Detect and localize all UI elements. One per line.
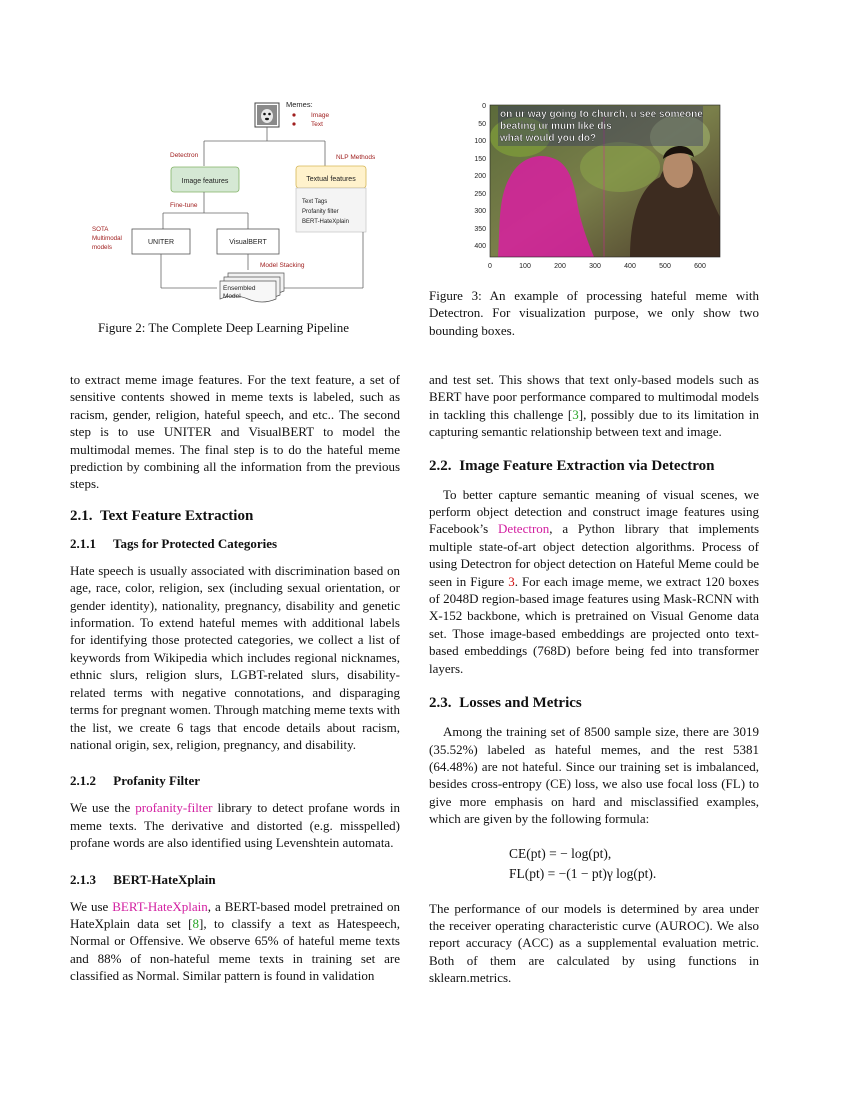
sota-label-3: models: [92, 244, 112, 251]
y-tick-100: 100: [474, 138, 486, 145]
pipeline-diagram: [80, 95, 400, 310]
ensembled-label-1: Ensembled: [223, 285, 256, 292]
equation-ce: CE(pt) = − log(pt),: [509, 845, 612, 861]
figure2-caption: Figure 2: The Complete Deep Learning Pipeline: [98, 320, 350, 335]
section-2-2-heading: 2.2. Image Feature Extraction via Detectron: [429, 457, 715, 474]
section-2-1-heading: 2.1. Text Feature Extraction: [70, 507, 254, 524]
detectron-figure: [470, 97, 730, 277]
x-axis: [488, 263, 706, 270]
detectron-label: Detectron: [170, 152, 199, 159]
y-tick-250: 250: [474, 191, 486, 198]
y-tick-200: 200: [474, 173, 486, 180]
meme-text-line1: on ur way going to church, u see someone: [500, 109, 703, 120]
y-tick-150: 150: [474, 156, 486, 163]
figure-3-ref[interactable]: 3: [508, 573, 515, 589]
right-paragraph-4: The performance of our models is determined by area under the receiver operating characteristic curve (AUROC). We also report accuracy (ACC) as a supplemental evaluation metric. Both of them are calculated by using functions in sklearn.metrics.: [429, 900, 759, 986]
meme-text-line3: what would you do?: [500, 133, 597, 144]
ensembled-label-2: Model: [223, 293, 241, 300]
memes-label: Memes:: [286, 100, 313, 109]
left-paragraph-2: Hate speech is usually associated with discrimination based on age, race, color, religion, sex (including sexual orientation, or gender identity), nationality, pregnancy, disability and genetic information. To extend hateful memes with additional labels for identifying those protected categories, we collect a list of keywords from Wikipedia which includes regional nicknames, ethnic slurs, religion slurs, LGBT-related slurs, disability-related terms with negative connotations, and disparaging terms for pregnant women. Through matching meme texts with the list, we create 6 tags that encode details about racism, national origin, sex, religion, pregnancy, and disability.: [70, 562, 400, 752]
left-paragraph-1: to extract meme image features. For the text feature, a set of sensitive contents showed in meme texts is labeled, such as racism, gender, religion, hateful speech, and etc.. The second step is to use UNITER and VisualBERT to model the multimodal memes. The final step is to do the hateful meme prediction by combining all the information from the previous steps.: [70, 372, 400, 492]
sota-label-1: SOTA: [92, 226, 109, 233]
section-2-1-3-heading: 2.1.3 BERT-HateXplain: [70, 871, 216, 887]
x-tick-400: 400: [624, 263, 636, 270]
x-tick-200: 200: [554, 263, 566, 270]
y-tick-0: 0: [482, 103, 486, 110]
right-paragraph-2: To better capture semantic meaning of visual scenes, we perform object detection and construct image features using Facebook’s Detectron, a Python library that implements multiple state-of-art object detection algorithms. Process of using Detectron for object detection on Hateful Meme could be seen in Figure 3. For each image meme, we extract 120 boxes of 2048D region-based image features using Mask-RCNN with X-152 backbone, which is pretrained on Visual Genome data set. Those image-based embeddings are projected onto text-based embeddings (768D) before being fed into transformer layers.: [429, 486, 760, 676]
nlp-methods-label: NLP Methods: [336, 154, 376, 161]
equation-fl: FL(pt) = −(1 − pt)γ log(pt).: [509, 865, 657, 881]
text-item-tags: Text Tags: [302, 199, 328, 205]
text-item-hatexplain: BERT-HateXplain: [302, 219, 349, 225]
y-tick-400: 400: [474, 243, 486, 250]
image-features-label: Image features: [181, 178, 229, 185]
section-2-1-1-heading: 2.1.1 Tags for Protected Categories: [70, 535, 278, 551]
citation-8[interactable]: 8: [192, 915, 200, 931]
y-tick-350: 350: [474, 226, 486, 233]
visualbert-label: VisualBERT: [229, 239, 267, 246]
loss-equations: [509, 844, 759, 884]
x-tick-300: 300: [589, 263, 601, 270]
sota-label-2: Multimodal: [92, 235, 122, 242]
left-paragraph-4: We use BERT-HateXplain, a BERT-based model pretrained on HateXplain data set [8], to classify a text as Hatespeech, Normal or Offensive. We observe 65% of hateful meme texts and 88% of non-hateful meme texts in training set are classified as Normal. Similar pattern is found in validation: [70, 898, 401, 984]
left-column: [70, 371, 400, 985]
meme-text-line2: beating ur mum like dis: [500, 121, 612, 132]
citation-3[interactable]: 3: [572, 406, 579, 422]
x-tick-100: 100: [519, 263, 531, 270]
detectron-link[interactable]: Detectron: [498, 521, 550, 537]
textual-features-label: Textual features: [306, 176, 356, 183]
section-2-3-heading: 2.3. Losses and Metrics: [429, 695, 582, 712]
section-2-1-2-heading: 2.1.2 Profanity Filter: [70, 773, 201, 789]
right-paragraph-1: and test set. This shows that text only-based models such as BERT have poor performance compared to multimodal models in tackling this challenge [3], possibly due to its limitation in capturing semantic relationship between text and image.: [429, 372, 760, 440]
uniter-label: UNITER: [147, 239, 175, 246]
finetune-label: Fine-tune: [170, 202, 198, 209]
x-tick-600: 600: [694, 263, 706, 270]
profanity-filter-link[interactable]: profanity-filter: [135, 800, 213, 816]
left-paragraph-3: We use the profanity-filter library to detect profane words in meme texts. The derivative and distorted (e.g. misspelled) profane words are also identified using Levenshtein automata.: [70, 800, 400, 851]
model-stacking-label: Model Stacking: [260, 262, 305, 269]
memes-item-text: Text: [311, 121, 323, 128]
y-axis: [474, 103, 486, 250]
x-tick-0: 0: [488, 263, 492, 270]
bert-hatexplain-link[interactable]: BERT-HateXplain: [112, 898, 208, 914]
x-tick-500: 500: [659, 263, 671, 270]
figure3-caption: Figure 3: An example of processing hateful meme with Detectron. For visualization purpose, we only show two bounding boxes.: [429, 288, 759, 338]
memes-item-image: Image: [311, 112, 330, 119]
y-tick-300: 300: [474, 208, 486, 215]
right-paragraph-3: Among the training set of 8500 sample size, there are 3019 (35.52%) labeled as hateful memes, and the rest 5381 (64.48%) are not hateful. Since our training set is imbalanced, besides cross-entropy (CE) loss, we also use focal loss (FL) to give more emphasis on hard and misclassified examples, which are given by the following formula:: [429, 724, 759, 827]
text-item-profanity: Profanity filter: [302, 209, 339, 215]
right-column: [429, 371, 759, 987]
y-tick-50: 50: [478, 121, 486, 128]
